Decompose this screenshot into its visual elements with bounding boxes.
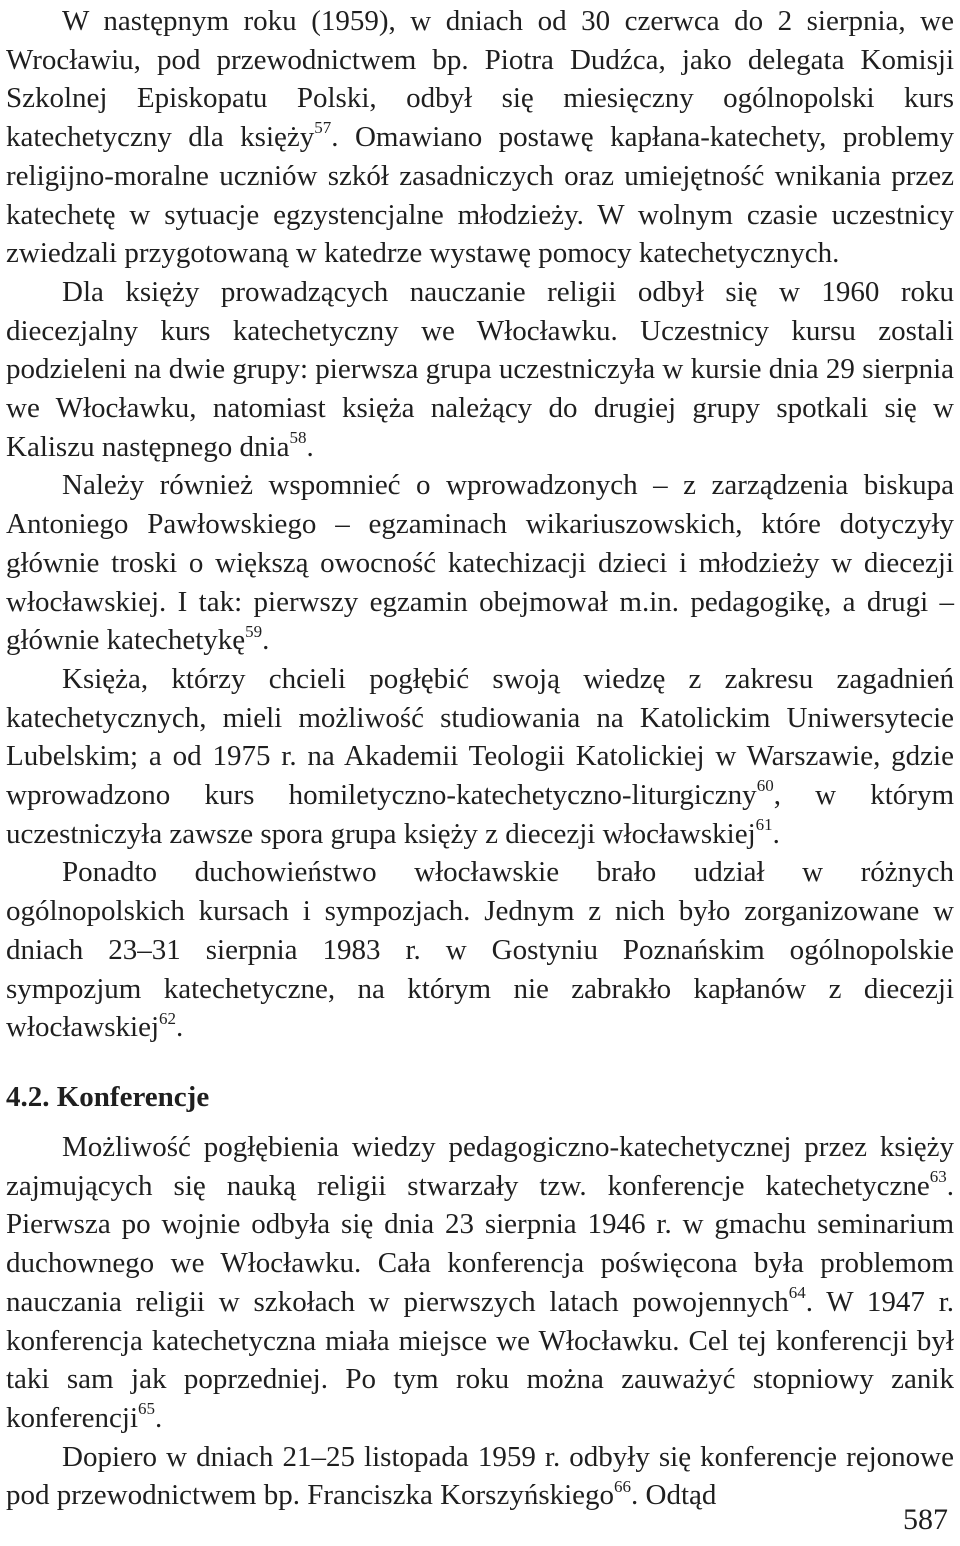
paragraph — [6, 1128, 954, 1438]
footnote-ref: 61 — [755, 815, 773, 835]
paragraph — [6, 2, 954, 273]
footnote-ref: 59 — [245, 621, 263, 641]
text-run: . — [155, 1401, 163, 1434]
footnote-ref: 60 — [756, 776, 774, 796]
document-page — [6, 2, 954, 1515]
text-run: . — [772, 817, 780, 850]
text-run: . Pierwsza po wojnie odbyła się dnia 23 sierpnia 1946 r. w gmachu seminarium duchownego we Włocławku. Cała konferencja poświęcona była problemom nauczania religii w szkołach w pierwszych latach powojennych — [6, 1169, 954, 1318]
text-run: Dla księży prowadzących nauczanie religii odbył się w 1960 roku diecezjalny kurs katechetyczny we Włocławku. Uczestnicy kursu zostali podzieleni na dwie grupy: pierwsza grupa uczestniczyła w kursie dnia 29 sierpnia we Włocławku, natomiast księża należący do drugiej grupy spotkali się w Kaliszu następnego dnia — [6, 275, 954, 463]
text-run: Ponadto duchowieństwo włocławskie brało udział w różnych ogólnopolskich kursach i sympozjach. Jednym z nich było zorganizowane w dniach 23–31 sierpnia 1983 r. w Gostyniu Poznańskim ogólnopolskie sympozjum katechetyczne, na którym nie zabrakło kapłanów z diecezji włocławskiej — [6, 856, 954, 1044]
footnote-ref: 58 — [289, 428, 307, 448]
text-run: . Odtąd — [631, 1479, 717, 1512]
page-number: 587 — [903, 1503, 948, 1536]
text-run: . W 1947 r. konferencja katechetyczna miała miejsce we Włocławku. Cel tej konferencji był taki sam jak poprzedniej. Po tym roku można zauważyć stopniowy zanik konferencji — [6, 1285, 955, 1434]
paragraph — [6, 853, 954, 1047]
paragraph — [6, 660, 954, 854]
body-text-after — [6, 1128, 954, 1515]
footnote-ref: 64 — [788, 1283, 806, 1303]
text-run: . Omawiano postawę kapłana-katechety, problemy religijno-moralne uczniów szkół zasadniczych oraz umiejętność wnikania przez katechetę w sytuacje egzystencjalne młodzieży. W wolnym czasie uczestnicy zwiedzali przygotowaną w katedrze wystawę pomocy katechetycznych. — [6, 121, 954, 270]
text-run: Dopiero w dniach 21–25 listopada 1959 r. odbyły się konferencje rejonowe pod przewodnictwem bp. Franciszka Korszyńskiego — [6, 1440, 954, 1512]
text-run: Należy również wspomnieć o wprowadzonych – z zarządzenia biskupa Antoniego Pawłowskiego – egzaminach wikariuszowskich, które dotyczyły głównie troski o większą owocność katechizacji dzieci i młodzieży w diecezji włocławskiej. I tak: pierwszy egzamin obejmował m.in. pedagogikę, a drugi – głównie katechetykę — [6, 469, 954, 657]
text-run: W następnym roku (1959), w dniach od 30 czerwca do 2 sierpnia, we Wrocławiu, pod przewodnictwem bp. Piotra Dudźca, jako delegata Komisji Szkolnej Episkopatu Polski, odbył się miesięczny ogólnopolski kurs katechetyczny dla księży — [6, 5, 954, 154]
footnote-ref: 66 — [614, 1476, 632, 1496]
footnote-ref: 62 — [159, 1008, 177, 1028]
paragraph — [6, 1438, 954, 1515]
text-run: . — [306, 430, 314, 463]
text-run: Księża, którzy chcieli pogłębić swoją wiedzę z zakresu zagadnień katechetycznych, mieli możliwość studiowania na Katolickim Uniwersytecie Lubelskim; a od 1975 r. na Akademii Teologii Katolickiej w Warszawie, gdzie wprowadzono kurs homiletyczno-katechetyczno-liturgiczny — [6, 662, 954, 812]
text-run: Możliwość pogłębienia wiedzy pedagogiczno-katechetycznej przez księży zajmujących się nauką religii stwarzały tzw. konferencje katechetyczne — [6, 1130, 954, 1202]
text-run: . — [262, 624, 270, 657]
section-heading: 4.2. Konferencje — [6, 1080, 210, 1113]
footnote-ref: 65 — [138, 1399, 156, 1419]
paragraph — [6, 466, 954, 660]
text-run: , w którym uczestniczyła zawsze spora grupa księży z diecezji włocławskiej — [6, 779, 954, 850]
paragraph — [6, 273, 954, 467]
body-text-before — [6, 2, 954, 1047]
text-run: . — [176, 1011, 184, 1044]
footnote-ref: 57 — [314, 118, 332, 138]
footnote-ref: 63 — [929, 1167, 947, 1187]
